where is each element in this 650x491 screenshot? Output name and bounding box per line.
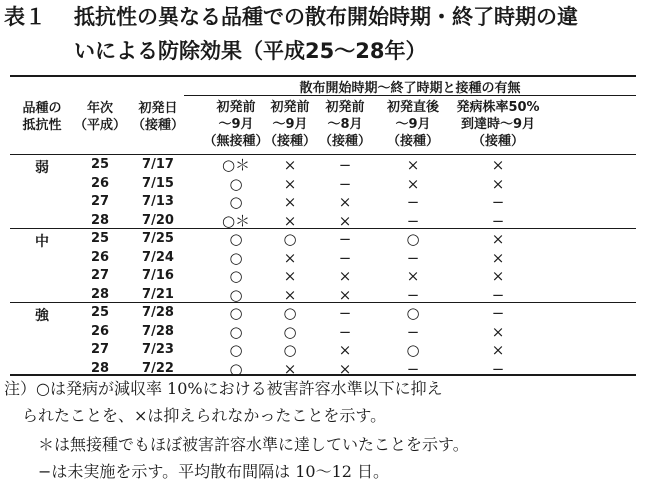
- table-cell: ×: [283, 285, 297, 304]
- table-cell: −: [338, 174, 352, 193]
- table-cell: ×: [406, 156, 420, 174]
- table-cell: 27: [90, 194, 110, 210]
- column-header-line: 発病株率50%: [456, 100, 540, 115]
- table-cell: 26: [90, 323, 110, 339]
- header-bottom-rule: [10, 154, 636, 155]
- table-cell: ○: [229, 359, 243, 378]
- resistance-label: 中: [35, 234, 49, 250]
- table-cell: −: [406, 211, 420, 230]
- table-cell: 7/28: [142, 305, 174, 320]
- column-header-line: 初発前: [325, 100, 365, 115]
- column-header-line: 初発日: [138, 101, 178, 116]
- table-cell: ×: [491, 174, 505, 193]
- table-cell: ○: [283, 304, 297, 322]
- table-cell: ×: [283, 193, 297, 212]
- title-line-1: 抵抗性の異なる品種での散布開始時期・終了時期の違: [74, 5, 578, 29]
- column-header-line: 品種の: [22, 101, 62, 116]
- column-header-line: 初発前: [216, 100, 256, 115]
- table-cell: ×: [338, 341, 352, 360]
- table-cell: ○: [283, 322, 297, 341]
- table-cell: 26: [90, 175, 110, 191]
- table-cell: 7/22: [142, 360, 174, 376]
- column-header-line: ～9月: [218, 117, 254, 132]
- table-cell: ○: [283, 341, 297, 360]
- table-cell: −: [406, 322, 420, 341]
- table-cell: 26: [90, 249, 110, 265]
- table-cell: ×: [338, 359, 352, 378]
- table-cell: ○: [229, 193, 243, 212]
- table-cell: 25: [90, 157, 110, 172]
- table-cell: ×: [283, 359, 297, 378]
- table-cell: 28: [90, 286, 110, 302]
- column-header-line: ～9月: [395, 117, 431, 132]
- table-cell: 7/24: [142, 249, 174, 265]
- footnote-line: られたことを、×は抑えられなかったことを示す。: [22, 406, 387, 425]
- table-cell: −: [406, 359, 420, 378]
- table-cell: 7/20: [142, 212, 174, 228]
- column-header: [438, 99, 558, 150]
- table-cell: ×: [406, 267, 420, 286]
- column-header-line: （接種）: [131, 118, 184, 133]
- column-header-line: 抵抗性: [22, 118, 62, 133]
- column-header-line: （接種）: [263, 134, 316, 149]
- table-cell: ○: [229, 230, 243, 248]
- table-cell: ○: [229, 267, 243, 286]
- table-cell: 7/23: [142, 342, 174, 358]
- table-cell: 7/16: [142, 268, 174, 284]
- table-cell: 28: [90, 360, 110, 376]
- table-cell: −: [491, 359, 505, 378]
- table-cell: ×: [338, 211, 352, 230]
- column-header-line: （接種）: [471, 134, 524, 149]
- table-cell: −: [338, 322, 352, 341]
- table-cell: ○: [229, 341, 243, 360]
- table-cell: ×: [491, 341, 505, 360]
- column-header-line: （無接種）: [203, 134, 269, 149]
- table-cell: −: [406, 193, 420, 212]
- table-cell: 7/17: [142, 157, 174, 172]
- resistance-label: 弱: [35, 160, 49, 176]
- footnote-line: 注）○は発病が減収率 10%における被害許容水準以下に抑え: [4, 379, 443, 398]
- table-cell: ×: [283, 174, 297, 193]
- column-header-line: （接種）: [386, 134, 439, 149]
- table-cell: ×: [491, 230, 505, 248]
- table-cell: 28: [90, 212, 110, 228]
- table-cell: 27: [90, 342, 110, 358]
- table-number: 表１: [4, 5, 46, 29]
- column-header-line: ～8月: [327, 117, 363, 132]
- table-cell: ×: [491, 322, 505, 341]
- table-cell: ○: [283, 230, 297, 248]
- table-cell: ○: [406, 304, 420, 322]
- footnote-line: ＊は無接種でもほぼ被害許容水準に達していたことを示す。: [38, 435, 469, 454]
- table-cell: ×: [491, 248, 505, 267]
- table-cell: −: [491, 285, 505, 304]
- table-cell: 7/28: [142, 323, 174, 339]
- table-cell: ○: [229, 174, 243, 193]
- table-cell: 7/25: [142, 231, 174, 246]
- table-cell: 25: [90, 305, 110, 320]
- column-header-line: （接種）: [318, 134, 371, 149]
- table-cell: −: [338, 304, 352, 322]
- resistance-label: 強: [35, 308, 49, 324]
- column-header-line: ～9月: [272, 117, 308, 132]
- table-cell: ○＊: [221, 211, 251, 230]
- column-header-line: 年次: [86, 101, 113, 116]
- table-cell: −: [338, 230, 352, 248]
- table-cell: ×: [406, 174, 420, 193]
- table-cell: 7/21: [142, 286, 174, 302]
- table-cell: ○: [229, 322, 243, 341]
- table-cell: ×: [283, 211, 297, 230]
- table-cell: −: [406, 248, 420, 267]
- title-line-2: いによる防除効果（平成25～28年）: [74, 39, 427, 63]
- table-cell: ×: [283, 156, 297, 174]
- span-header: 散布開始時期～終了時期と接種の有無: [299, 81, 521, 96]
- table-cell: 7/13: [142, 194, 174, 210]
- table-cell: ×: [491, 156, 505, 174]
- table-cell: ×: [283, 248, 297, 267]
- table-cell: ○＊: [221, 156, 251, 174]
- column-header-line: 到達時～9月: [460, 117, 536, 132]
- column-header-line: （平成）: [73, 118, 126, 133]
- column-header-line: 初発直後: [386, 100, 439, 115]
- table-cell: 25: [90, 231, 110, 246]
- table-cell: ×: [491, 267, 505, 286]
- table-cell: ○: [229, 285, 243, 304]
- column-header-line: 初発前: [270, 100, 310, 115]
- table-cell: ×: [283, 267, 297, 286]
- table-cell: −: [406, 285, 420, 304]
- table-cell: 7/15: [142, 175, 174, 191]
- table-cell: −: [491, 193, 505, 212]
- table-cell: −: [491, 211, 505, 230]
- table-cell: ×: [338, 267, 352, 286]
- table-cell: ×: [338, 193, 352, 212]
- table-cell: −: [338, 248, 352, 267]
- table-cell: −: [338, 156, 352, 174]
- table-cell: ○: [229, 304, 243, 322]
- table-cell: −: [491, 304, 505, 322]
- table-cell: ×: [338, 285, 352, 304]
- footnote-line: −は未実施を示す。平均散布間隔は 10～12 日。: [38, 462, 390, 481]
- table-cell: ○: [406, 230, 420, 248]
- table-cell: ○: [406, 341, 420, 360]
- table-cell: 27: [90, 268, 110, 284]
- table-cell: ○: [229, 248, 243, 267]
